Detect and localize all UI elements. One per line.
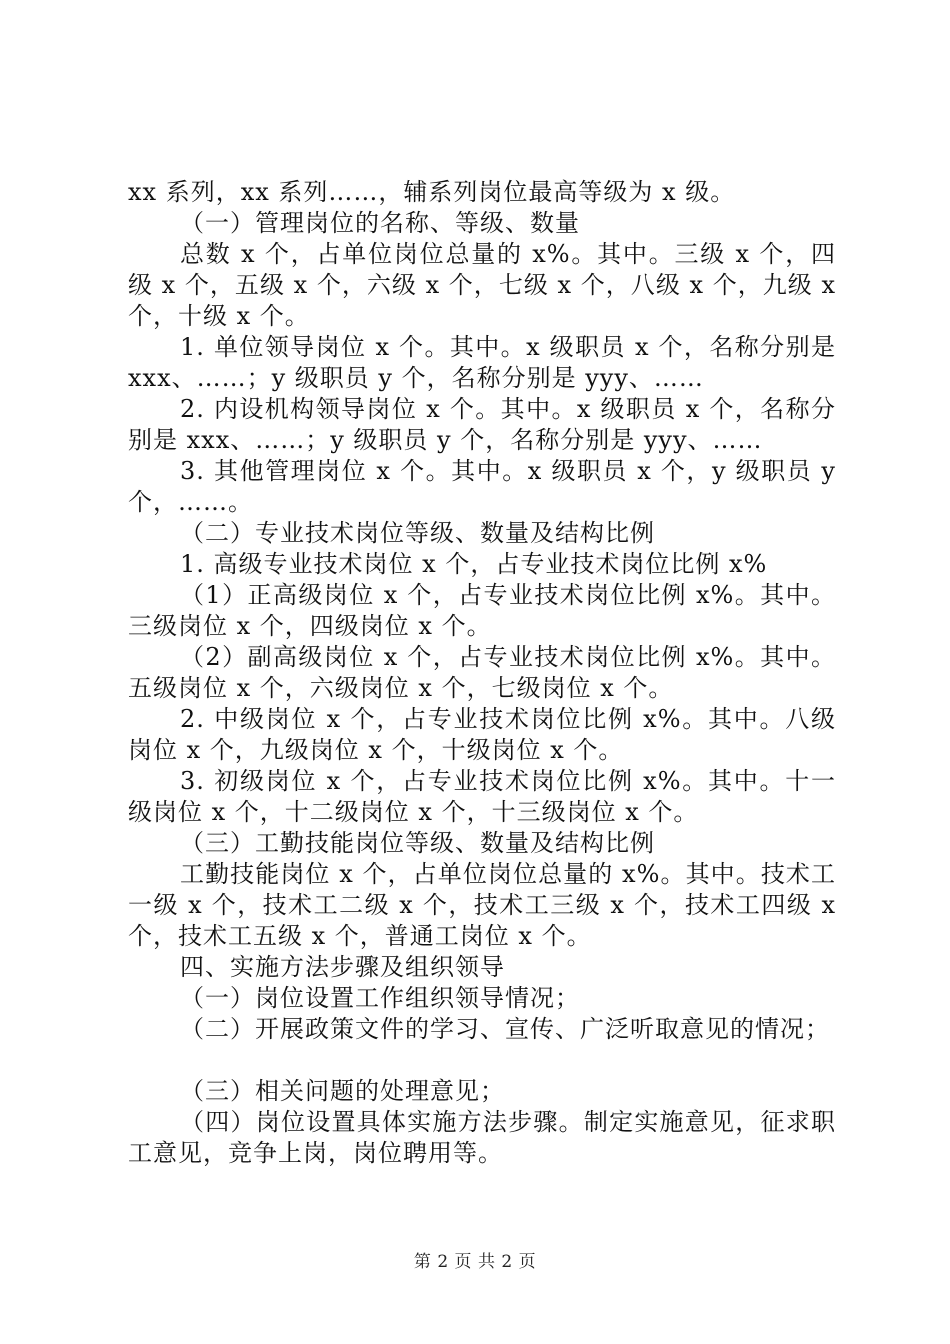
paragraph-policy-study: （二）开展政策文件的学习、宣传、广泛听取意见的情况； [180,1015,830,1043]
paragraph-implementation-steps: （四）岗位设置具体实施方法步骤。制定实施意见，征求职工意见，竞争上岗，岗位聘用等。 [128,1108,836,1167]
paragraph-internal-leaders: 2. 内设机构领导岗位 x 个。其中。x 级职员 x 个，名称分别是 xxx、……；y 级职员 y 个，名称分别是 yyy、…… [128,395,836,454]
paragraph-issue-handling: （三）相关问题的处理意见； [180,1077,505,1105]
heading-professional-posts: （二）专业技术岗位等级、数量及结构比例 [180,519,655,547]
page-number-footer: 第 2 页 共 2 页 [413,1252,537,1272]
paragraph-management-total: 总数 x 个，占单位岗位总量的 x%。其中。三级 x 个，四级 x 个，五级 x 个，六级 x 个，七级 x 个，八级 x 个，九级 x 个，十级 x 个。 [128,240,836,330]
blank-line [128,1045,836,1076]
paragraph-leadership: （一）岗位设置工作组织领导情况； [180,984,580,1012]
paragraph-unit-leaders: 1. 单位领导岗位 x 个。其中。x 级职员 x 个，名称分别是 xxx、……；y 级职员 y 个，名称分别是 yyy、…… [128,333,836,392]
document-body [128,177,836,1169]
paragraph-skilled-work-total: 工勤技能岗位 x 个，占单位岗位总量的 x%。其中。技术工一级 x 个，技术工二级 x 个，技术工三级 x 个，技术工四级 x 个，技术工五级 x 个，普通工岗位 x 个。 [128,860,836,950]
heading-management-posts: （一）管理岗位的名称、等级、数量 [180,209,580,237]
paragraph-other-management: 3. 其他管理岗位 x 个。其中。x 级职员 x 个，y 级职员 y 个，……。 [128,457,836,516]
heading-implementation: 四、实施方法步骤及组织领导 [180,953,505,981]
paragraph-junior: 3. 初级岗位 x 个，占专业技术岗位比例 x%。其中。十一级岗位 x 个，十二级岗位 x 个，十三级岗位 x 个。 [128,767,836,826]
paragraph-full-senior: （1）正高级岗位 x 个，占专业技术岗位比例 x%。其中。三级岗位 x 个，四级岗位 x 个。 [128,581,836,640]
paragraph-series-levels: xx 系列，xx 系列……，辅系列岗位最高等级为 x 级。 [128,178,736,206]
paragraph-deputy-senior: （2）副高级岗位 x 个，占专业技术岗位比例 x%。其中。五级岗位 x 个，六级岗位 x 个，七级岗位 x 个。 [128,643,836,702]
paragraph-intermediate: 2. 中级岗位 x 个，占专业技术岗位比例 x%。其中。八级岗位 x 个，九级岗位 x 个，十级岗位 x 个。 [128,705,836,764]
heading-skilled-work-posts: （三）工勤技能岗位等级、数量及结构比例 [180,829,655,857]
paragraph-senior-professional: 1. 高级专业技术岗位 x 个，占专业技术岗位比例 x% [180,550,768,578]
